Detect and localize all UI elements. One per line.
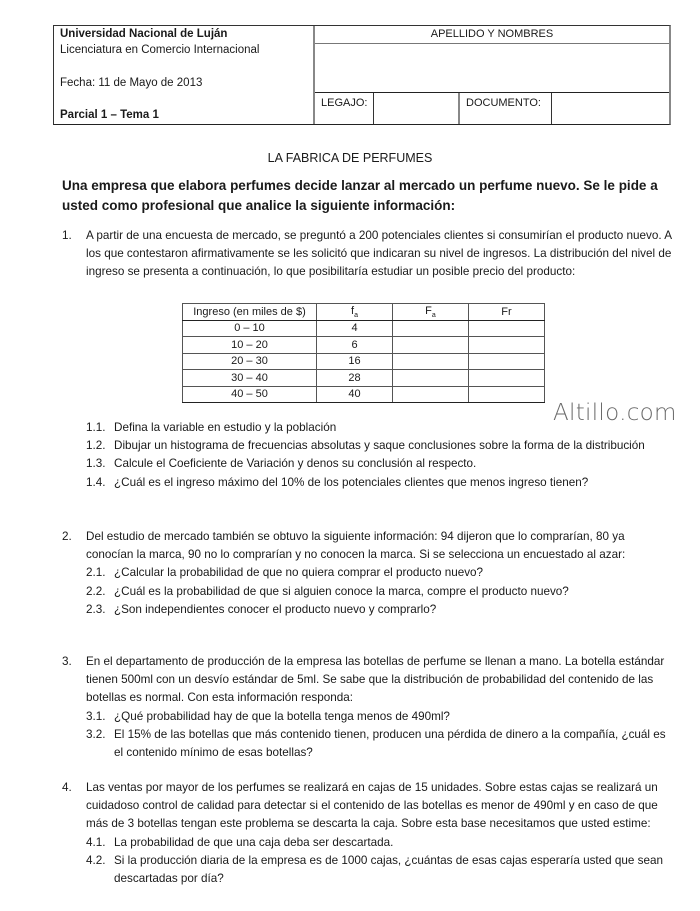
documento-label: DOCUMENTO: <box>466 97 541 109</box>
subquestion-2-2: 2.2. ¿Cuál es la probabilidad de que si alguien conoce la marca, compre el producto nuevo? <box>86 584 569 598</box>
subquestion-1-4: 1.4. ¿Cuál es el ingreso máximo del 10% de los potenciales clientes que menos ingreso tienen? <box>86 475 589 489</box>
cumulative-frequency-cell[interactable] <box>393 370 469 387</box>
table-header-row <box>183 304 545 321</box>
documento-field[interactable] <box>552 93 669 124</box>
question-text: En el departamento de producción de la empresa las botellas de perfume se llenan a mano. La botella estándar tienen 500ml con un desvío estándar de 5ml. Se sabe que la distribución de probabilidad del contenido de las botellas es normal. Con esta información responda: <box>86 655 665 705</box>
income-range: 40 – 50 <box>183 386 317 403</box>
subquestion-4-2: 4.2. Si la producción diaria de la empresa es de 1000 cajas, ¿cuántas de esas cajas esperaría usted que sean descartadas por día? <box>86 853 663 886</box>
subquestion-1-2: 1.2. Dibujar un histograma de frecuencias absolutas y saque conclusiones sobre la forma de la distribución <box>86 439 645 453</box>
intro-paragraph: Una empresa que elabora perfumes decide lanzar al mercado un perfume nuevo. Se le pide a usted como profesional que analice la siguiente información: <box>62 178 658 213</box>
income-range: 10 – 20 <box>183 337 317 354</box>
question-1 <box>62 227 674 282</box>
exam-info-cell <box>54 26 315 124</box>
question-1-subitems <box>62 419 674 492</box>
table-row <box>183 386 545 403</box>
legajo-row <box>315 92 669 124</box>
column-header-fr: Fr <box>469 304 545 321</box>
legajo-label: LEGAJO: <box>321 97 368 109</box>
question-text: Las ventas por mayor de los perfumes se realizará en cajas de 15 unidades. Sobre estas cajas se realizará un cuidadoso control de calidad para detectar si el contenido de las botellas es menor de 490ml y en caso de que más de 3 botellas tengan este problema se descarta la caja. Sobre esta base necesitamos que usted estime: <box>86 781 658 831</box>
exam-header-table <box>53 25 671 125</box>
subquestion-1-3: 1.3. Calcule el Coeficiente de Variación y denos su conclusión al respecto. <box>86 457 477 471</box>
question-number: 2. <box>62 530 72 543</box>
exam-type: Parcial 1 – Tema 1 <box>60 109 159 121</box>
subquestion-3-2: 3.2. El 15% de las botellas que más contenido tienen, producen una pérdida de dinero a la compañía, ¿cuál es el contenido mínimo de esas botellas? <box>86 727 666 760</box>
column-header-Fa: $F_a$ <box>393 304 469 321</box>
question-number: 3. <box>62 655 72 668</box>
student-info-area <box>315 26 669 124</box>
table-row <box>183 337 545 354</box>
question-text: A partir de una encuesta de mercado, se preguntó a 200 potenciales clientes si consumirían el producto nuevo. A los que contestaron afirmativamente se les solicitó que indicaran su nivel de ingresos. La distribución del nivel de ingreso se presenta a continuación, lo que posibilitaría estudiar un posible precio del producto: <box>86 229 672 279</box>
university-name: Universidad Nacional de Luján <box>60 28 228 40</box>
cumulative-frequency-cell[interactable] <box>393 353 469 370</box>
subquestion-4-1: 4.1. La probabilidad de que una caja deba ser descartada. <box>86 835 394 849</box>
name-label: APELLIDO Y NOMBRES <box>315 26 669 44</box>
subquestion-3-1: 3.1. ¿Qué probabilidad hay de que la botella tenga menos de 490ml? <box>86 709 450 723</box>
absolute-frequency: 4 <box>317 320 393 337</box>
absolute-frequency: 40 <box>317 386 393 403</box>
relative-frequency-cell[interactable] <box>469 386 545 403</box>
legajo-field[interactable] <box>374 93 458 124</box>
subquestion-2-1: 2.1. ¿Calcular la probabilidad de que no quiera comprar el producto nuevo? <box>86 566 484 580</box>
income-range: 30 – 40 <box>183 370 317 387</box>
cumulative-frequency-cell[interactable] <box>393 320 469 337</box>
relative-frequency-cell[interactable] <box>469 370 545 387</box>
table-row <box>183 370 545 387</box>
name-field[interactable] <box>315 44 669 92</box>
column-header-income: Ingreso (en miles de $) <box>183 304 317 321</box>
exam-date: Fecha: 11 de Mayo de 2013 <box>60 77 203 89</box>
question-2 <box>62 528 674 619</box>
question-number: 4. <box>62 781 72 794</box>
question-4 <box>62 779 674 888</box>
absolute-frequency: 6 <box>317 337 393 354</box>
income-frequency-table <box>182 303 545 403</box>
watermark-logo: Altillo.com <box>553 400 677 426</box>
document-title: LA FABRICA DE PERFUMES <box>267 151 433 165</box>
income-range: 20 – 30 <box>183 353 317 370</box>
relative-frequency-cell[interactable] <box>469 353 545 370</box>
relative-frequency-cell[interactable] <box>469 337 545 354</box>
subquestion-2-3: 2.3. ¿Son independientes conocer el producto nuevo y comprarlo? <box>86 602 437 616</box>
cumulative-frequency-cell[interactable] <box>393 386 469 403</box>
absolute-frequency: 28 <box>317 370 393 387</box>
absolute-frequency: 16 <box>317 353 393 370</box>
column-header-fa: $f_a$ <box>317 304 393 321</box>
relative-frequency-cell[interactable] <box>469 320 545 337</box>
income-range: 0 – 10 <box>183 320 317 337</box>
subquestion-1-1: 1.1. Defina la variable en estudio y la población <box>86 421 337 434</box>
table-row <box>183 353 545 370</box>
question-number: 1. <box>62 229 72 242</box>
question-3 <box>62 653 674 762</box>
career-name: Licenciatura en Comercio Internacional <box>60 44 260 56</box>
cumulative-frequency-cell[interactable] <box>393 337 469 354</box>
table-row <box>183 320 545 337</box>
question-text: Del estudio de mercado también se obtuvo la siguiente información: 94 dijeron que lo comprarían, 80 ya conocían la marca, 90 no lo comprarían y no conocen la marca. Si se selecciona un encuestado al azar: <box>86 530 626 562</box>
